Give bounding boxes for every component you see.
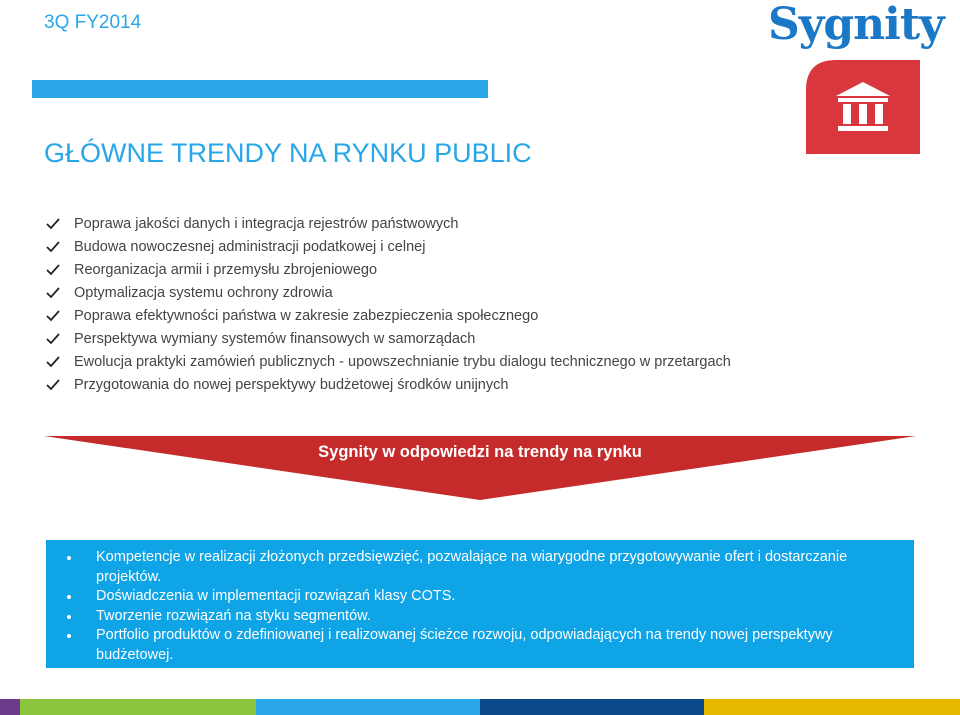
- checkmark-icon: [46, 333, 60, 345]
- list-item: [44, 305, 731, 328]
- response-text: Portfolio produktów o zdefiniowanej i realizowanej ścieżce rozwoju, odpowiadających na trendy nowej perspektywy budżetowej.: [96, 627, 833, 663]
- checkmark-icon: [46, 287, 60, 299]
- footer-strip-segment: [704, 699, 960, 715]
- sygnity-logo: Sygnity: [768, 0, 944, 50]
- list-item: [44, 328, 731, 351]
- list-item: [44, 236, 731, 259]
- footer-color-strip: [0, 699, 960, 715]
- list-item: [44, 259, 731, 282]
- trend-text: Budowa nowoczesnej administracji podatkowej i celnej: [74, 239, 426, 255]
- trend-text: Optymalizacja systemu ochrony zdrowia: [74, 285, 333, 301]
- bullet-icon: [67, 615, 71, 619]
- footer-strip-segment: [480, 699, 704, 715]
- bullet-icon: [67, 595, 71, 599]
- footer-strip-segment: [20, 699, 256, 715]
- checkmark-icon: [46, 218, 60, 230]
- bullet-icon: [67, 556, 71, 560]
- trend-text: Reorganizacja armii i przemysłu zbrojeniowego: [74, 262, 378, 278]
- period-label: 3Q FY2014: [44, 12, 142, 33]
- checkmark-icon: [46, 241, 60, 253]
- response-box: [46, 540, 914, 668]
- response-text: Kompetencje w realizacji złożonych przedsięwzięć, pozwalające na wiarygodne przygotowywanie ofert i dostarczanie projektów.: [96, 549, 848, 585]
- page-title: GŁÓWNE TRENDY NA RYNKU PUBLIC: [44, 138, 532, 168]
- list-item: [96, 626, 894, 665]
- bullet-icon: [67, 634, 71, 638]
- checkmark-icon: [46, 379, 60, 391]
- government-building-icon: [806, 60, 920, 154]
- checkmark-icon: [46, 264, 60, 276]
- list-item: [44, 282, 731, 305]
- trend-text: Przygotowania do nowej perspektywy budżetowej środków unijnych: [74, 377, 509, 393]
- response-text: Doświadczenia w implementacji rozwiązań klasy COTS.: [96, 588, 456, 604]
- footer-strip-segment: [0, 699, 20, 715]
- list-item: [96, 548, 894, 587]
- checkmark-icon: [46, 310, 60, 322]
- list-item: [96, 607, 894, 627]
- header-accent-strip: [32, 80, 488, 98]
- list-item: [44, 374, 731, 397]
- checkmark-icon: [46, 356, 60, 368]
- response-text: Tworzenie rozwiązań na styku segmentów.: [96, 607, 371, 624]
- footer-strip-segment: [256, 699, 480, 715]
- list-item: [96, 587, 894, 607]
- list-item: [44, 213, 731, 236]
- response-list: [96, 548, 894, 665]
- trend-text: Ewolucja praktyki zamówień publicznych - upowszechnianie trybu dialogu technicznego w przetargach: [74, 354, 731, 370]
- trend-text: Poprawa efektywności państwa w zakresie zabezpieczenia społecznego: [74, 308, 539, 324]
- trend-text: Perspektywa wymiany systemów finansowych w samorządach: [74, 331, 476, 347]
- trend-list: [44, 213, 731, 397]
- response-banner-title: Sygnity w odpowiedzi na trendy na rynku: [318, 443, 642, 461]
- trend-text: Poprawa jakości danych i integracja rejestrów państwowych: [74, 216, 459, 232]
- list-item: [44, 351, 731, 374]
